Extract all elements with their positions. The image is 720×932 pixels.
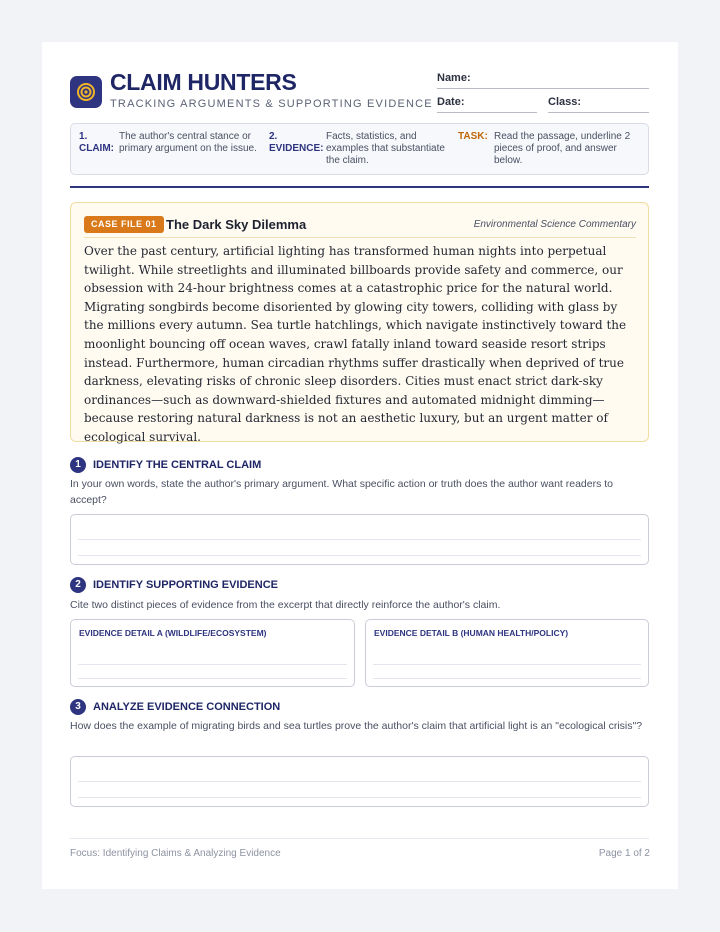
- name-line: [437, 88, 649, 89]
- section-3-prompt: How does the example of migrating birds and sea turtles prove the author's claim that artificial light is an "ecological crisis"?: [70, 720, 643, 732]
- section-1-number: 1: [70, 457, 86, 473]
- page-title: CLAIM HUNTERS: [110, 69, 297, 95]
- footer-divider: [70, 838, 649, 839]
- class-field[interactable]: [548, 96, 649, 116]
- date-label: Date:: [437, 96, 465, 108]
- writing-line: [78, 797, 641, 798]
- page-subtitle: TRACKING ARGUMENTS & SUPPORTING EVIDENCE: [110, 98, 433, 110]
- evidence-b-answer-box[interactable]: [365, 619, 649, 687]
- section-2-prompt: Cite two distinct pieces of evidence from the excerpt that directly reinforce the author's claim.: [70, 599, 501, 611]
- header-divider: [70, 186, 649, 188]
- writing-line: [373, 664, 641, 665]
- writing-line: [78, 555, 641, 556]
- central-claim-answer-box[interactable]: [70, 514, 649, 565]
- case-file-title: The Dark Sky Dilemma: [166, 217, 307, 232]
- reading-passage[interactable]: Over the past century, artificial lighting has transformed human nights into perpetual twilight. While streetlights and illuminated billboards provide safety and commerce, our obsession with 24-hour brightness comes at a catastrophic price for the natural world. Migrating songbirds become disoriented by glowing city towers, colliding with glass by the millions every autumn. Sea turtle hatchlings, which navigate instinctively toward the moonlight bouncing off ocean waves, crawl fatally inland toward seaside resort strips instead. Furthermore, human circadian rhythms suffer drastically when deprived of true darkness, elevating risks of chronic sleep disorders. Cities must enact strict dark-sky ordinances—such as downward-shielded fixtures and automated midnight dimming—because restoring natural darkness is not an aesthetic luxury, but an urgent matter of ecological survival.: [84, 244, 627, 444]
- section-2-title: IDENTIFY SUPPORTING EVIDENCE: [93, 579, 278, 591]
- case-file-divider: [84, 237, 636, 238]
- evidence-definition: Facts, statistics, and examples that substantiate the claim.: [326, 131, 445, 166]
- writing-line: [373, 678, 641, 679]
- logo: [70, 76, 102, 108]
- task-instructions: Read the passage, underline 2 pieces of proof, and answer below.: [494, 131, 631, 166]
- target-icon: [74, 80, 98, 104]
- task-key: TASK:: [458, 131, 488, 142]
- section-1-prompt: In your own words, state the author's primary argument. What specific action or truth does the author want readers to accept?: [70, 478, 614, 506]
- evidence-a-answer-box[interactable]: [70, 619, 355, 687]
- date-line: [437, 112, 537, 113]
- case-file-panel: [70, 202, 649, 442]
- name-label: Name:: [437, 72, 471, 84]
- writing-line: [78, 664, 347, 665]
- class-label: Class:: [548, 96, 582, 108]
- claim-key: 1. CLAIM:: [79, 131, 114, 154]
- writing-line: [78, 781, 641, 782]
- class-line: [548, 112, 649, 113]
- case-file-badge: CASE FILE 01: [84, 216, 164, 233]
- evidence-a-label: EVIDENCE DETAIL A (WILDLIFE/ECOSYSTEM): [79, 628, 267, 638]
- evidence-key: 2. EVIDENCE:: [269, 131, 324, 154]
- footer-focus: Focus: Identifying Claims & Analyzing Evidence: [70, 848, 281, 859]
- section-1-title: IDENTIFY THE CENTRAL CLAIM: [93, 459, 262, 471]
- definitions-legend: [70, 123, 649, 175]
- writing-line: [78, 539, 641, 540]
- evidence-connection-answer-box[interactable]: [70, 756, 649, 807]
- page-number: Page 1 of 2: [598, 848, 650, 859]
- section-3-number: 3: [70, 699, 86, 715]
- worksheet-page: [42, 42, 678, 889]
- case-file-genre: Environmental Science Commentary: [473, 219, 636, 230]
- section-3-title: ANALYZE EVIDENCE CONNECTION: [93, 701, 281, 713]
- date-field[interactable]: [437, 96, 537, 116]
- writing-line: [78, 678, 347, 679]
- section-2-number: 2: [70, 577, 86, 593]
- name-field[interactable]: [437, 72, 649, 92]
- evidence-b-label: EVIDENCE DETAIL B (HUMAN HEALTH/POLICY): [374, 628, 569, 638]
- claim-definition: The author's central stance or primary argument on the issue.: [119, 131, 257, 154]
